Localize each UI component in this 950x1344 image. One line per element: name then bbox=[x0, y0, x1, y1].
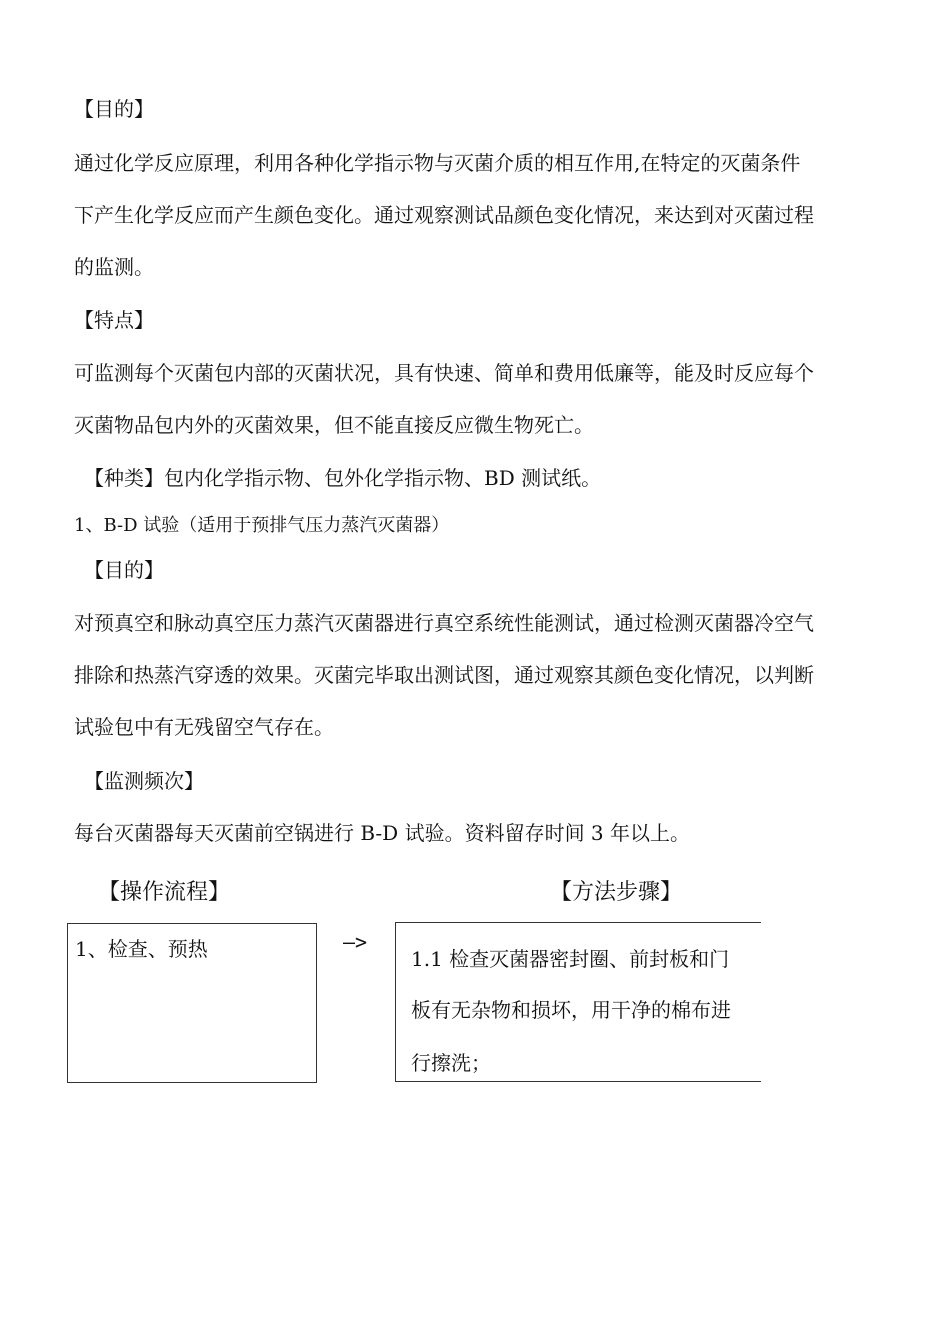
method-step-line-2: 板有无杂物和损坏，用干净的棉布进 bbox=[411, 998, 731, 1022]
bd-purpose-line-2: 排除和热蒸汽穿透的效果。灭菌完毕取出测试图，通过观察其颜色变化情况，以判断 bbox=[74, 663, 814, 687]
purpose-line-2: 下产生化学反应而产生颜色变化。通过观察测试品颜色变化情况，来达到对灭菌过程 bbox=[74, 203, 814, 227]
method-steps-title: 【方法步骤】 bbox=[550, 880, 683, 905]
bd-purpose-line-3: 试验包中有无残留空气存在。 bbox=[74, 715, 334, 739]
method-step-line-3: 行擦洗； bbox=[411, 1051, 491, 1075]
purpose-line-3: 的监测。 bbox=[74, 255, 154, 279]
flow-step-label: 1、检查、预热 bbox=[75, 937, 208, 961]
method-step-box bbox=[395, 922, 761, 1082]
bd-purpose-heading: 【目的】 bbox=[84, 558, 164, 582]
purpose-line-1: 通过化学反应原理，利用各种化学指示物与灭菌介质的相互作用,在特定的灭菌条件 bbox=[74, 151, 801, 175]
features-heading: 【特点】 bbox=[74, 308, 154, 332]
method-step-line-1: 1.1 检查灭菌器密封圈、前封板和门 bbox=[411, 947, 730, 971]
bd-purpose-line-1: 对预真空和脉动真空压力蒸汽灭菌器进行真空系统性能测试，通过检测灭菌器冷空气 bbox=[74, 611, 814, 635]
types-line: 【种类】包内化学指示物、包外化学指示物、BD 测试纸。 bbox=[84, 466, 602, 490]
features-line-2: 灭菌物品包内外的灭菌效果，但不能直接反应微生物死亡。 bbox=[74, 413, 594, 437]
purpose-heading: 【目的】 bbox=[74, 97, 154, 121]
arrow-right-icon: —> bbox=[343, 930, 368, 954]
frequency-heading: 【监测频次】 bbox=[84, 769, 204, 793]
features-line-1: 可监测每个灭菌包内部的灭菌状况，具有快速、简单和费用低廉等，能及时反应每个 bbox=[74, 361, 814, 385]
flow-step-box bbox=[67, 923, 317, 1083]
bd-test-heading: 1、B-D 试验（适用于预排气压力蒸汽灭菌器） bbox=[74, 515, 450, 536]
operation-flow-title: 【操作流程】 bbox=[98, 880, 231, 905]
frequency-line: 每台灭菌器每天灭菌前空锅进行 B-D 试验。资料留存时间 3 年以上。 bbox=[74, 821, 691, 845]
